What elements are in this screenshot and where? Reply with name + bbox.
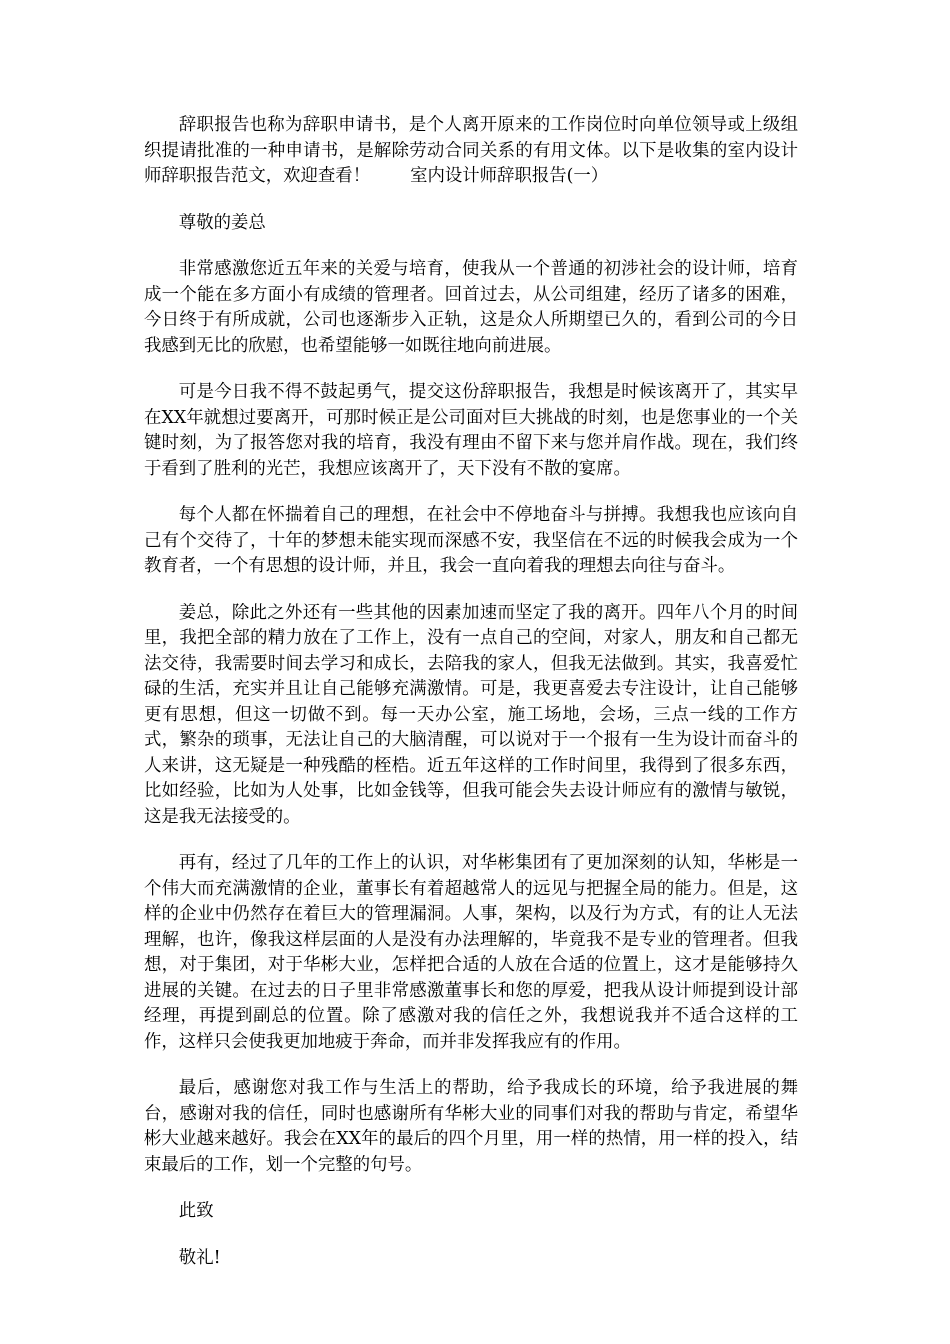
closing-line-2: 敬礼! (178, 1247, 221, 1268)
salutation: 尊敬的姜总 (178, 212, 266, 233)
closing-line-1: 此致 (178, 1201, 214, 1221)
report-heading: 室内设计师辞职报告(一） (410, 166, 609, 186)
body-paragraph-5: 再有，经过了几年的工作上的认识，对华彬集团有了更加深刻的认知，华彬是一个伟大而充满激情的企业，董事长有着超越常人的远见与把握全局的能力。但是，这样的企业中仍然存在着巨大的管理漏洞。人事，架构，以及行为方式，有的让人无法理解，也许，像我这样层面的人是没有办法理解的，毕竟我不是专业的管理者。但我想，对于集团，对于华彬大业，怎样把合适的人放在合适的位置上，这才是能够持久进展的关键。在过去的日子里非常感激董事长和您的厚爱，把我从设计师提到设计部经理，再提到副总的位置。除了感激对我的信任之外，我想说我并不适合这样的工作，这样只会使我更加地疲于奔命，而并非发挥我应有的作用。 (144, 853, 798, 1052)
body-paragraph-6: 最后，感谢您对我工作与生活上的帮助，给予我成长的环境，给予我进展的舞台，感谢对我的信任，同时也感谢所有华彬大业的同事们对我的帮助与肯定，希望华彬大业越来越好。我会在XX年的最后的四个月里，用一样的热情，用一样的投入，结束最后的工作，划一个完整的句号。 (144, 1078, 798, 1175)
document-body (144, 113, 798, 1292)
intro-paragraph (144, 113, 798, 190)
body-paragraph-1: 非常感激您近五年来的关爱与培育，使我从一个普通的初涉社会的设计师，培育成一个能在多方面小有成绩的管理者。回首过去，从公司组建，经历了诸多的困难，今日终于有所成就，公司也逐渐步入正轨，这是众人所期望已久的，看到公司的今日我感到无比的欣慰，也希望能够一如既往地向前进展。 (144, 259, 798, 356)
intro-text: 辞职报告也称为辞职申请书，是个人离开原来的工作岗位时向单位领导或上级组织提请批准的一种申请书，是解除劳动合同关系的有用文体。以下是收集的室内设计师辞职报告范文，欢迎查看！ (144, 115, 798, 186)
body-paragraph-3: 每个人都在怀揣着自己的理想，在社会中不停地奋斗与拼搏。我想我也应该向自己有个交待了，十年的梦想未能实现而深感不安，我坚信在不远的时候我会成为一个教育者，一个有思想的设计师，并且，我会一直向着我的理想去向往与奋斗。 (144, 505, 798, 576)
body-paragraph-4: 姜总，除此之外还有一些其他的因素加速而坚定了我的离开。四年八个月的时间里，我把全部的精力放在了工作上，没有一点自己的空间，对家人，朋友和自己都无法交待，我需要时间去学习和成长，去陪我的家人，但我无法做到。其实，我喜爱忙碌的生活，充实并且让自己能够充满激情。可是，我更喜爱去专注设计，让自己能够更有思想，但这一切做不到。每一天办公室，施工场地，会场，三点一线的工作方式，繁杂的琐事，无法让自己的大脑清醒，可以说对于一个报有一生为设计而奋斗的人来讲，这无疑是一种残酷的桎梏。近五年这样的工作时间里，我得到了很多东西，比如经验，比如为人处事，比如金钱等，但我可能会失去设计师应有的激情与敏锐，这是我无法接受的。 (144, 602, 798, 827)
body-paragraph-2: 可是今日我不得不鼓起勇气，提交这份辞职报告，我想是时候该离开了，其实早在XX年就想过要离开，可那时候正是公司面对巨大挑战的时刻，也是您事业的一个关键时刻，为了报答您对我的培育，我没有理由不留下来与您并肩作战。现在，我们终于看到了胜利的光芒，我想应该离开了，天下没有不散的宴席。 (144, 382, 798, 479)
